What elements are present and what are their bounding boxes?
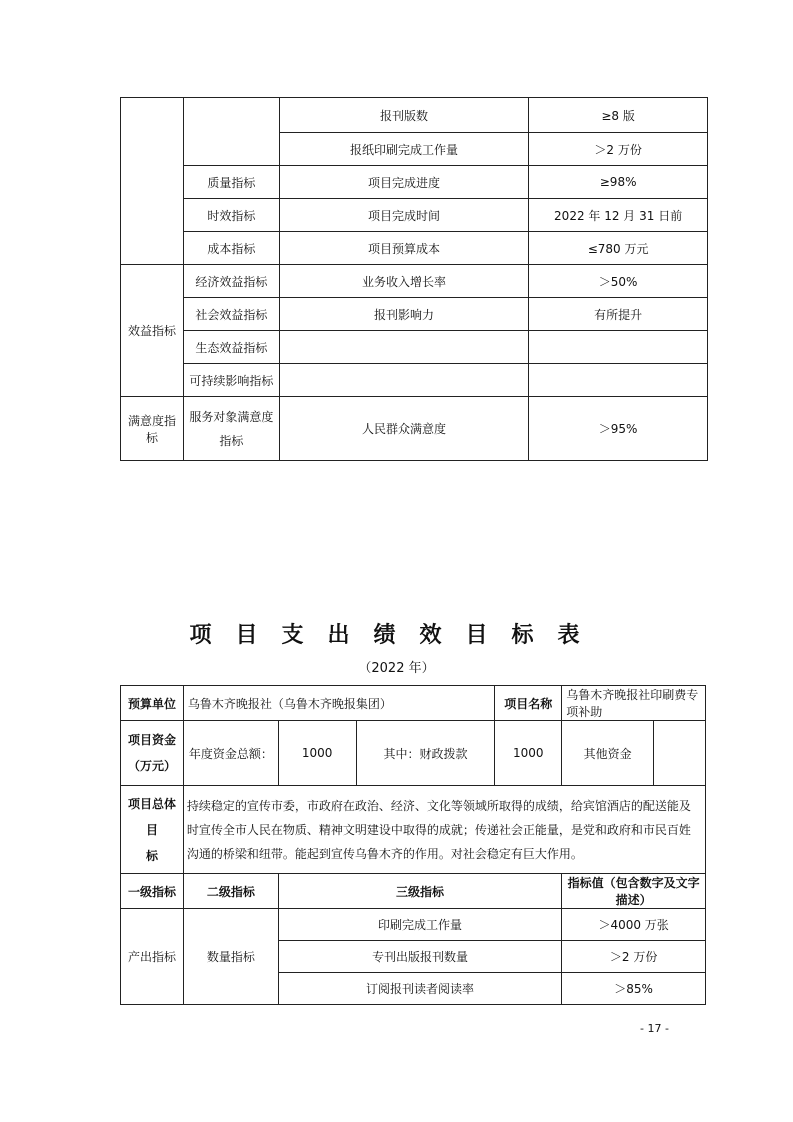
project-name-value: 乌鲁木齐晚报社印刷费专项补助 [562,686,706,721]
level3-cell: 业务收入增长率 [279,265,529,298]
level1-cell-empty [121,98,184,265]
value-cell: ≤780 万元 [529,232,708,265]
level3-cell: 印刷完成工作量 [278,909,562,941]
level3-cell: 人民群众满意度 [279,397,529,461]
value-cell: ≥8 版 [529,98,708,133]
value-cell [529,331,708,364]
header-level1: 一级指标 [121,874,184,909]
level3-cell: 订阅报刊读者阅读率 [278,973,562,1005]
budget-unit-value: 乌鲁木齐晚报社（乌鲁木齐晚报集团） [183,686,494,721]
overall-goal-label [121,786,184,874]
level2-cell: 时效指标 [183,199,279,232]
annual-total-label: 年度资金总额： [183,721,278,786]
annual-total-value: 1000 [278,721,356,786]
overall-goal-label-line1: 项目总体目 [127,796,176,837]
level3-cell [279,364,529,397]
output-level1: 产出指标 [121,909,184,1005]
overall-goal-text: 持续稳定的宣传市委，市政府在政治、经济、文化等领域所取得的成绩，给宾馆酒店的配送能及时宣传全市人民在物质、精神文明建设中取得的成就；传递社会正能量，是党和政府和市民百姓沟通的桥梁和纽带。能起到宣传乌鲁木齐的作用。对社会稳定有巨大作用。 [183,786,705,874]
value-cell: ＞50% [529,265,708,298]
level2-cell: 质量指标 [183,166,279,199]
fiscal-value: 1000 [495,721,562,786]
year-subtitle: （2022 年） [358,661,435,676]
level3-cell: 报刊影响力 [279,298,529,331]
funds-label-line2: （万元） [127,759,176,773]
value-cell [529,364,708,397]
level1-cell: 效益指标 [121,265,184,397]
level2-cell-empty [183,98,279,166]
performance-target-table [120,685,706,1005]
indicator-table-continued [120,97,708,461]
level3-cell: 项目预算成本 [279,232,529,265]
level1-cell: 满意度指标 [121,397,184,461]
level3-cell [279,331,529,364]
value-cell: ＞2 万份 [562,941,706,973]
value-cell: ＞95% [529,397,708,461]
level2-cell: 社会效益指标 [183,298,279,331]
value-cell: ＞2 万份 [529,133,708,166]
level2-cell [183,397,279,461]
header-level3: 三级指标 [278,874,562,909]
value-cell: ≥98% [529,166,708,199]
level2-text-line2: 指标 [219,433,244,448]
level2-cell: 成本指标 [183,232,279,265]
level2-cell: 经济效益指标 [183,265,279,298]
level2-cell: 可持续影响指标 [183,364,279,397]
level3-cell: 专刊出版报刊数量 [278,941,562,973]
level2-text-line1: 服务对象满意度 [189,409,274,424]
output-level2: 数量指标 [183,909,278,1005]
value-cell: ＞85% [562,973,706,1005]
fiscal-label: 其中：财政拨款 [356,721,495,786]
project-name-label: 项目名称 [495,686,562,721]
header-level2: 二级指标 [183,874,278,909]
header-value: 指标值（包含数字及文字描述） [562,874,706,909]
page-number: - 17 - [640,1022,669,1035]
level2-cell: 生态效益指标 [183,331,279,364]
funds-label-line1: 项目资金 [127,733,176,747]
funds-label [121,721,184,786]
level3-cell: 项目完成进度 [279,166,529,199]
other-funds-value [654,721,706,786]
value-cell: ＞4000 万张 [562,909,706,941]
level3-cell: 报刊版数 [279,98,529,133]
level3-cell: 报纸印刷完成工作量 [279,133,529,166]
page-title: 项目支出绩效目标表 [189,622,604,648]
other-funds-label: 其他资金 [562,721,654,786]
level3-cell: 项目完成时间 [279,199,529,232]
value-cell: 有所提升 [529,298,708,331]
value-cell: 2022 年 12 月 31 日前 [529,199,708,232]
budget-unit-label: 预算单位 [121,686,184,721]
overall-goal-label-line2: 标 [145,848,158,863]
